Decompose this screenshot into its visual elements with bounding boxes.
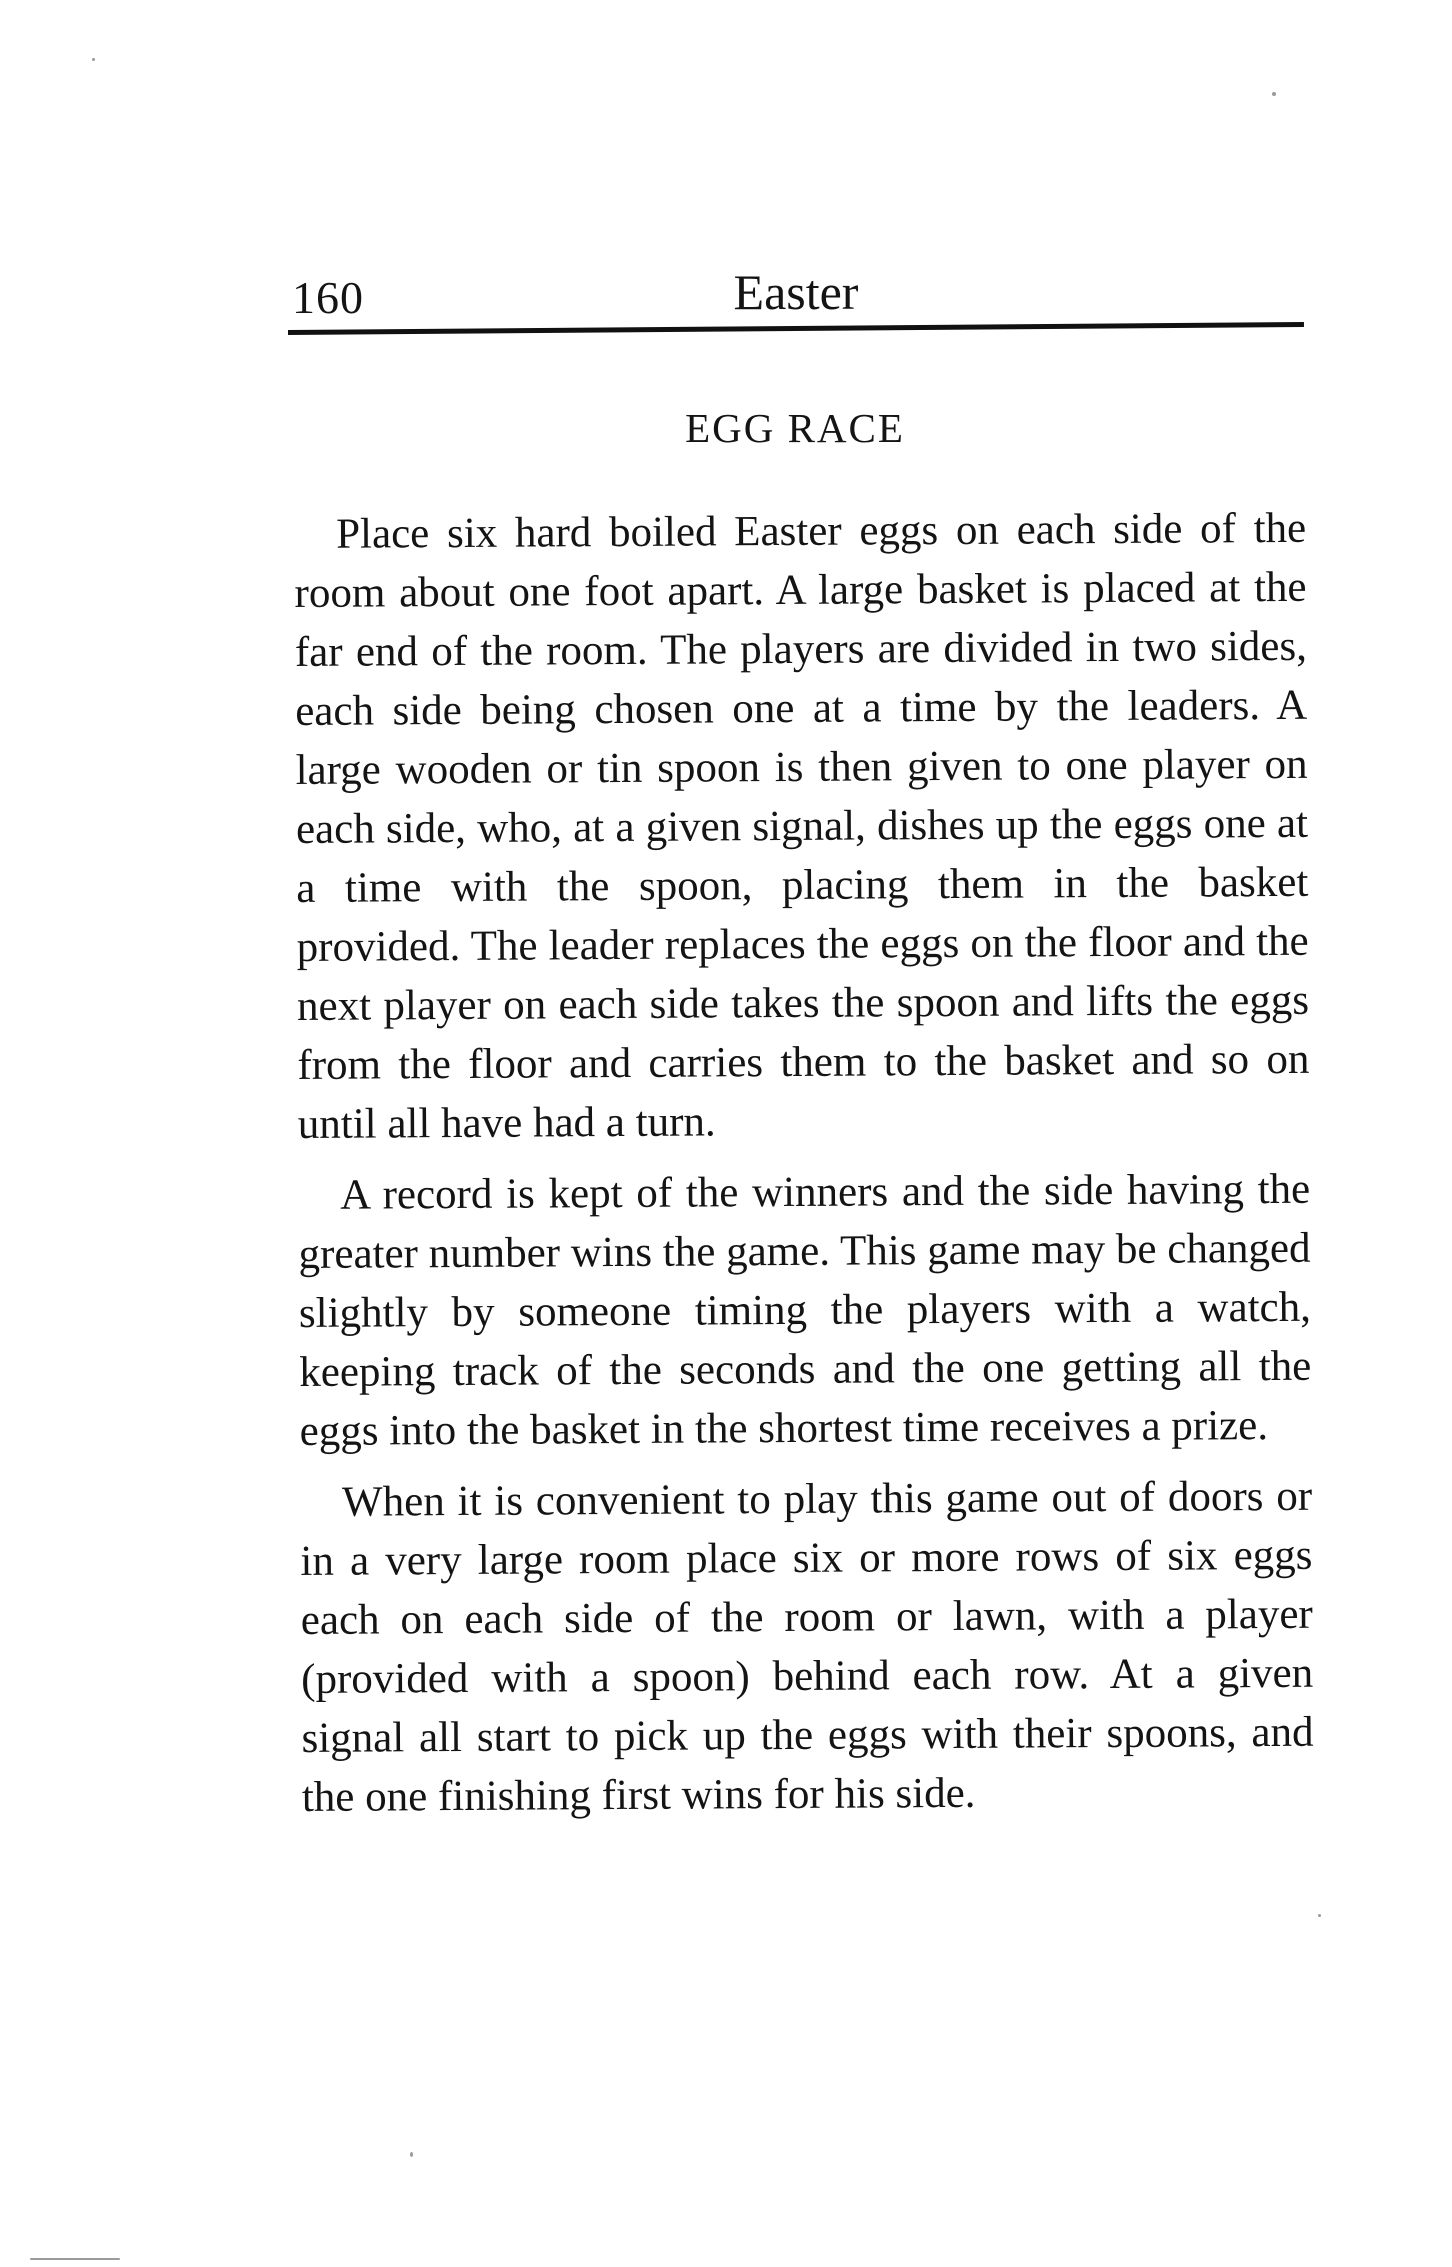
paragraph-2: A record is kept of the winners and the side having the greater number wins the game. This game may be changed slightly by someone timing the players with a watch, keeping track of the seconds and the one getting all the eggs into the basket in the shortest time receives a prize.: [298, 1165, 1312, 1455]
article-title: EGG RACE: [685, 405, 905, 451]
article-body: [294, 499, 1314, 1839]
scan-speck: [1272, 92, 1276, 96]
running-title: Easter: [733, 264, 859, 320]
scan-speck: [410, 2152, 413, 2157]
scan-speck: [1318, 1914, 1321, 1917]
scan-speck: [30, 2258, 120, 2260]
scan-speck: [92, 58, 95, 61]
paragraph-3: When it is convenient to play this game out of doors or in a very large room place six or more rows of six eggs each on each side of the room or lawn, with a player (provided with a spoon) behind each row. At a given signal all start to pick up the eggs with their spoons, and the one finishing first wins for his side.: [300, 1472, 1314, 1821]
page-number: 160: [292, 272, 364, 323]
paragraph-1: Place six hard boiled Easter eggs on each side of the room about one foot apart. A large basket is placed at the far end of the room. The players are divided in two sides, each side being chosen one at a time by the leaders. A large wooden or tin spoon is then given to one player on each side, who, at a given signal, dishes up the eggs one at a time with the spoon, placing them in the basket provided. The leader replaces the eggs on the floor and the next player on each side takes the spoon and lifts the eggs from the floor and carries them to the basket and so on until all have had a turn.: [294, 504, 1310, 1148]
